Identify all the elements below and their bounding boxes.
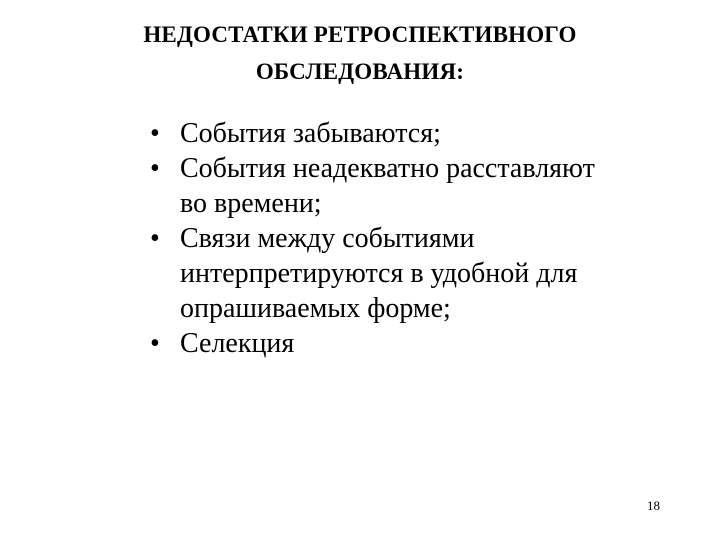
bullet-item	[150, 326, 670, 361]
title-line: НЕДОСТАТКИ РЕТРОСПЕКТИВНОГО	[143, 22, 577, 47]
bullet-text-line: опрашиваемых форме;	[180, 293, 451, 324]
bullet-text-line: События неадекватно расставляют	[180, 153, 595, 184]
bullet-text-line: во времени;	[180, 188, 322, 219]
bullet-marker: •	[150, 153, 160, 184]
bullet-marker: •	[150, 223, 160, 254]
bullet-item	[150, 116, 670, 151]
bullet-marker: •	[150, 118, 160, 149]
slide-title	[80, 16, 640, 90]
title-line: ОБСЛЕДОВАНИЯ:	[255, 59, 465, 84]
bullet-item	[150, 151, 670, 221]
bullet-marker: •	[150, 328, 160, 359]
page-number: 18	[647, 498, 660, 513]
bullet-list	[150, 116, 670, 361]
bullet-text-line: интерпретируются в удобной для	[180, 258, 578, 289]
bullet-text-line: События забываются;	[180, 118, 441, 149]
bullet-text-line: Связи между событиями	[180, 223, 475, 254]
bullet-text-line: Селекция	[180, 328, 295, 359]
bullet-item	[150, 221, 670, 326]
